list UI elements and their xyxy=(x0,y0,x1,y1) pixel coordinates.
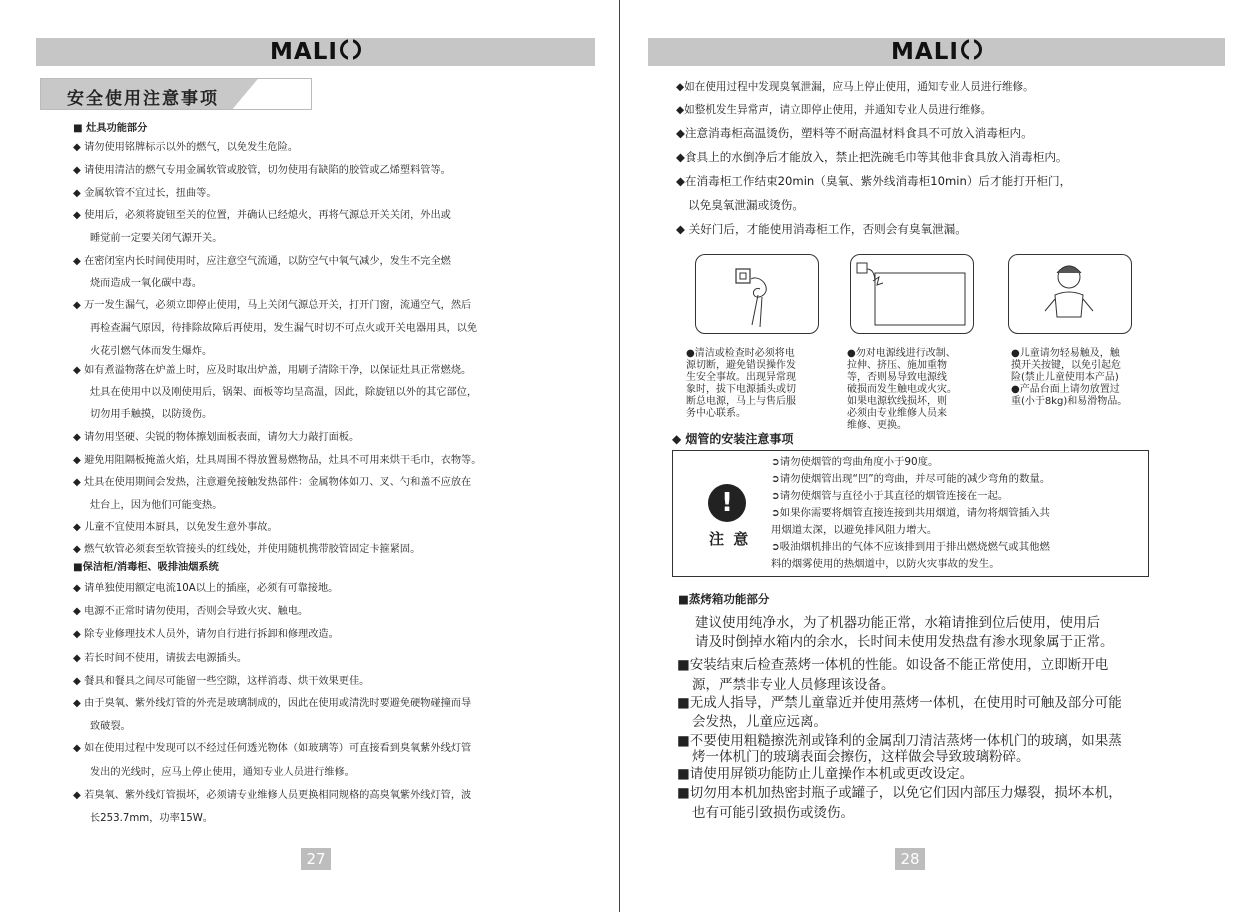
caption-line: 破损而发生触电或火灾。 xyxy=(847,384,957,395)
text-line: ◆ 请勿使用铭牌标示以外的燃气，以免发生危险。 xyxy=(73,142,299,153)
text-line: 切勿用手触摸，以防烫伤。 xyxy=(90,409,213,420)
caption-line: 重(小于8kg)和易滑物品。 xyxy=(1011,396,1128,407)
text-line: 致破裂。 xyxy=(90,721,131,732)
text-line: ◆ 万一发生漏气，必须立即停止使用，马上关闭气源总开关，打开门窗，流通空气，然后 xyxy=(73,300,472,311)
caption-line: ●勿对电源线进行改制、 xyxy=(847,348,956,359)
text-line: ◆ 儿童不宜使用本厨具，以免发生意外事故。 xyxy=(73,522,278,533)
text-line: ◆如在使用过程中发现臭氧泄漏，应马上停止使用，通知专业人员进行维修。 xyxy=(676,81,1034,93)
text-line: ◆ 电源不正常时请勿使用，否则会导致火灾、触电。 xyxy=(73,606,309,617)
text-line: ■不要使用粗糙擦洗剂或锋利的金属刮刀清洁蒸烤一体机门的玻璃，如果蒸 xyxy=(677,733,1122,749)
section-heading: ■保洁柜/消毒柜、吸排油烟系统 xyxy=(73,562,219,573)
text-line: ◆ 金属软管不宜过长，扭曲等。 xyxy=(73,188,217,199)
notice-line: ➲请勿使烟管的弯曲角度小于90度。 xyxy=(771,456,939,468)
caption-line: 象时，拔下电源插头或切 xyxy=(686,384,796,395)
text-line: ◆ 如有煮溢物落在炉盖上时，应及时取出炉盖，用刷子清除干净，以保证灶具正常燃烧。 xyxy=(73,365,472,376)
text-line: 睡觉前一定要关闭气源开关。 xyxy=(90,233,223,244)
text-line: ◆如整机发生异常声，请立即停止使用，并通知专业人员进行维修。 xyxy=(676,104,992,116)
text-line: 请及时倒掉水箱内的余水，长时间未使用发热盘有渗水现象属于正常。 xyxy=(695,634,1114,650)
text-line: 建议使用纯净水，为了机器功能正常，水箱请推到位后使用，使用后 xyxy=(695,615,1100,631)
text-line: ◆ 由于臭氧、紫外线灯管的外壳是玻璃制成的，因此在使用或清洗时要避免硬物碰撞而导 xyxy=(73,698,472,709)
text-line: ■请使用屏锁功能防止儿童操作本机或更改设定。 xyxy=(677,766,974,782)
cable-spark-icon xyxy=(851,255,973,333)
text-line: 发出的光线时，应马上停止使用，通知专业人员进行维修。 xyxy=(90,767,355,778)
text-line: ◆ 请使用清洁的燃气专用金属软管或胶管，切勿使用有缺陷的胶管或乙烯塑料管等。 xyxy=(73,165,451,176)
text-line: ■安装结束后检查蒸烤一体机的性能。如设备不能正常使用，立即断开电 xyxy=(677,657,1109,673)
illustration-child xyxy=(1008,254,1132,334)
text-line: ◆ 除专业修理技术人员外，请勿自行进行拆卸和修理改造。 xyxy=(73,629,339,640)
text-line: ◆ 请单独使用额定电流10A以上的插座，必须有可靠接地。 xyxy=(73,583,339,594)
text-line: 烤一体机门的玻璃表面会擦伤，这样做会导致玻璃粉碎。 xyxy=(692,749,1030,765)
text-line: ◆ 若长时间不使用，请拔去电源插头。 xyxy=(73,653,248,664)
text-line: ◆ 如在使用过程中发现可以不经过任何透光物体（如玻璃等）可直接看到臭氧紫外线灯管 xyxy=(73,743,472,754)
hand-plug-icon xyxy=(696,255,818,333)
caption-line: 断总电源，马上与售后服 xyxy=(686,396,796,407)
text-line: ◆ 燃气软管必须套至软管接头的红线处，并使用随机携带胶管固定卡箍紧固。 xyxy=(73,544,421,555)
text-line: ◆注意消毒柜高温烫伤，塑料等不耐高温材料食具不可放入消毒柜内。 xyxy=(676,126,1033,140)
notice-line: ➲吸油烟机排出的气体不应该排到用于排出燃烧燃气或其他燃 xyxy=(771,541,1050,553)
brand-logo: MALI xyxy=(648,39,1225,65)
notice-line: ➲请勿使烟管与直径小于其直径的烟管连接在一起。 xyxy=(771,490,1009,502)
caption-line: 摸开关按键，以免引起危 xyxy=(1011,360,1121,371)
text-line: ◆ 使用后，必须将旋钮至关的位置，并确认已经熄火，再将气源总开关关闭，外出或 xyxy=(73,210,451,221)
notice-line: ➲如果你需要将烟管直接连接到共用烟道，请勿将烟管插入共 xyxy=(771,507,1050,519)
text-line: ◆ 避免用阻隔板掩盖火焰，灶具周围不得放置易燃物品，灶具不可用来烘干毛巾，衣物等。 xyxy=(73,455,482,466)
text-line: 灶台上，因为他们可能变热。 xyxy=(90,500,223,511)
caption-line: 务中心联系。 xyxy=(686,408,746,419)
caption-line: 必须由专业维修人员来 xyxy=(847,408,947,419)
notice-line: 料的烟雾使用的热烟道中，以防火灾事故的发生。 xyxy=(771,558,1000,570)
text-line: 火花引燃气体而发生爆炸。 xyxy=(90,346,213,357)
caption-line: 维修、更换。 xyxy=(847,420,907,431)
section-title-box xyxy=(40,78,312,110)
text-line: 灶具在使用中以及刚使用后，锅架、面板等均呈高温，因此，除旋钮以外的其它部位， xyxy=(90,387,478,398)
text-line: 再检查漏气原因，待排除故障后再使用，发生漏气时切不可点火或开关电器用具，以免 xyxy=(90,323,478,334)
text-line: ◆ 关好门后，才能使用消毒柜工作，否则会有臭氧泄漏。 xyxy=(676,222,967,236)
section-heading: ■ 灶具功能部分 xyxy=(73,123,148,134)
notice-label: 注 意 xyxy=(709,530,751,548)
illustration-unplug xyxy=(695,254,819,334)
caption-line: 拉伸、挤压、施加重物 xyxy=(847,360,947,371)
section-heading: ■蒸烤箱功能部分 xyxy=(678,592,770,606)
text-line: ◆ 餐具和餐具之间尽可能留一些空隙，这样消毒、烘干效果更佳。 xyxy=(73,676,370,687)
caption-line: 如果电源软线损坏，则 xyxy=(847,396,947,407)
text-line: ◆ 若臭氧、紫外线灯管损坏，必须请专业维修人员更换相同规格的高臭氧紫外线灯管，波 xyxy=(73,790,472,801)
caption-line: ●产品台面上请勿放置过 xyxy=(1011,384,1120,395)
caption-line: ●清洁或检查时必须将电 xyxy=(686,348,795,359)
header-bar xyxy=(36,38,595,66)
text-line: ◆ 在密闭室内长时间使用时，应注意空气流通，以防空气中氧气减少，发生不完全燃 xyxy=(73,256,451,267)
notice-line: ➲请勿使烟管出现“凹”的弯曲，并尽可能的减少弯角的数量。 xyxy=(771,473,1051,485)
child-figure-icon xyxy=(1009,255,1131,333)
caption-line: 生安全事故。出现异常现 xyxy=(686,372,796,383)
header-bar xyxy=(648,38,1225,66)
page-number: 28 xyxy=(895,848,925,870)
text-line: 也有可能引致损伤或烫伤。 xyxy=(692,805,854,821)
text-line: 长253.7mm，功率15W。 xyxy=(90,813,213,824)
text-line: ◆ 请勿用坚硬、尖锐的物体擦划面板表面，请勿大力敲打面板。 xyxy=(73,432,360,443)
text-line: ■切勿用本机加热密封瓶子或罐子，以免它们因内部压力爆裂，损坏本机， xyxy=(677,785,1122,801)
text-line: 会发热，儿童应远离。 xyxy=(692,714,827,730)
page-title: 安全使用注意事项 xyxy=(67,89,219,109)
caption-line: ●儿童请勿轻易触及，触 xyxy=(1011,348,1120,359)
text-line: ◆在消毒柜工作结束20min（臭氧、紫外线消毒柜10min）后才能打开柜门， xyxy=(676,174,1072,188)
text-line: 源，严禁非专业人员修理该设备。 xyxy=(692,677,895,693)
warning-icon: ! xyxy=(708,484,746,522)
text-line: 以免臭氧泄漏或烫伤。 xyxy=(688,198,804,212)
notice-line: 用烟道太深，以避免排风阻力增大。 xyxy=(771,524,938,536)
caption-line: 源切断，避免错误操作发 xyxy=(686,360,796,371)
brand-logo: MALI xyxy=(36,39,595,65)
caption-line: 险(禁止儿童使用本产品) xyxy=(1011,372,1119,383)
page-right xyxy=(620,0,1240,912)
caption-line: 等，否则易导致电源线 xyxy=(847,372,947,383)
text-line: ◆ 灶具在使用期间会发热，注意避免接触发热部件：金属物体如刀、叉、勺和盖不应放在 xyxy=(73,477,472,488)
text-line: ◆食具上的水倒净后才能放入，禁止把洗碗毛巾等其他非食具放入消毒柜内。 xyxy=(676,150,1068,164)
text-line: 烧而造成一氧化碳中毒。 xyxy=(90,278,203,289)
page-number: 27 xyxy=(301,848,331,870)
text-line: ■无成人指导，严禁儿童靠近并使用蒸烤一体机，在使用时可触及部分可能 xyxy=(677,695,1122,711)
illustration-cable xyxy=(850,254,974,334)
section-heading: ◆ 烟管的安装注意事项 xyxy=(672,432,794,446)
notice-box xyxy=(672,450,1149,577)
